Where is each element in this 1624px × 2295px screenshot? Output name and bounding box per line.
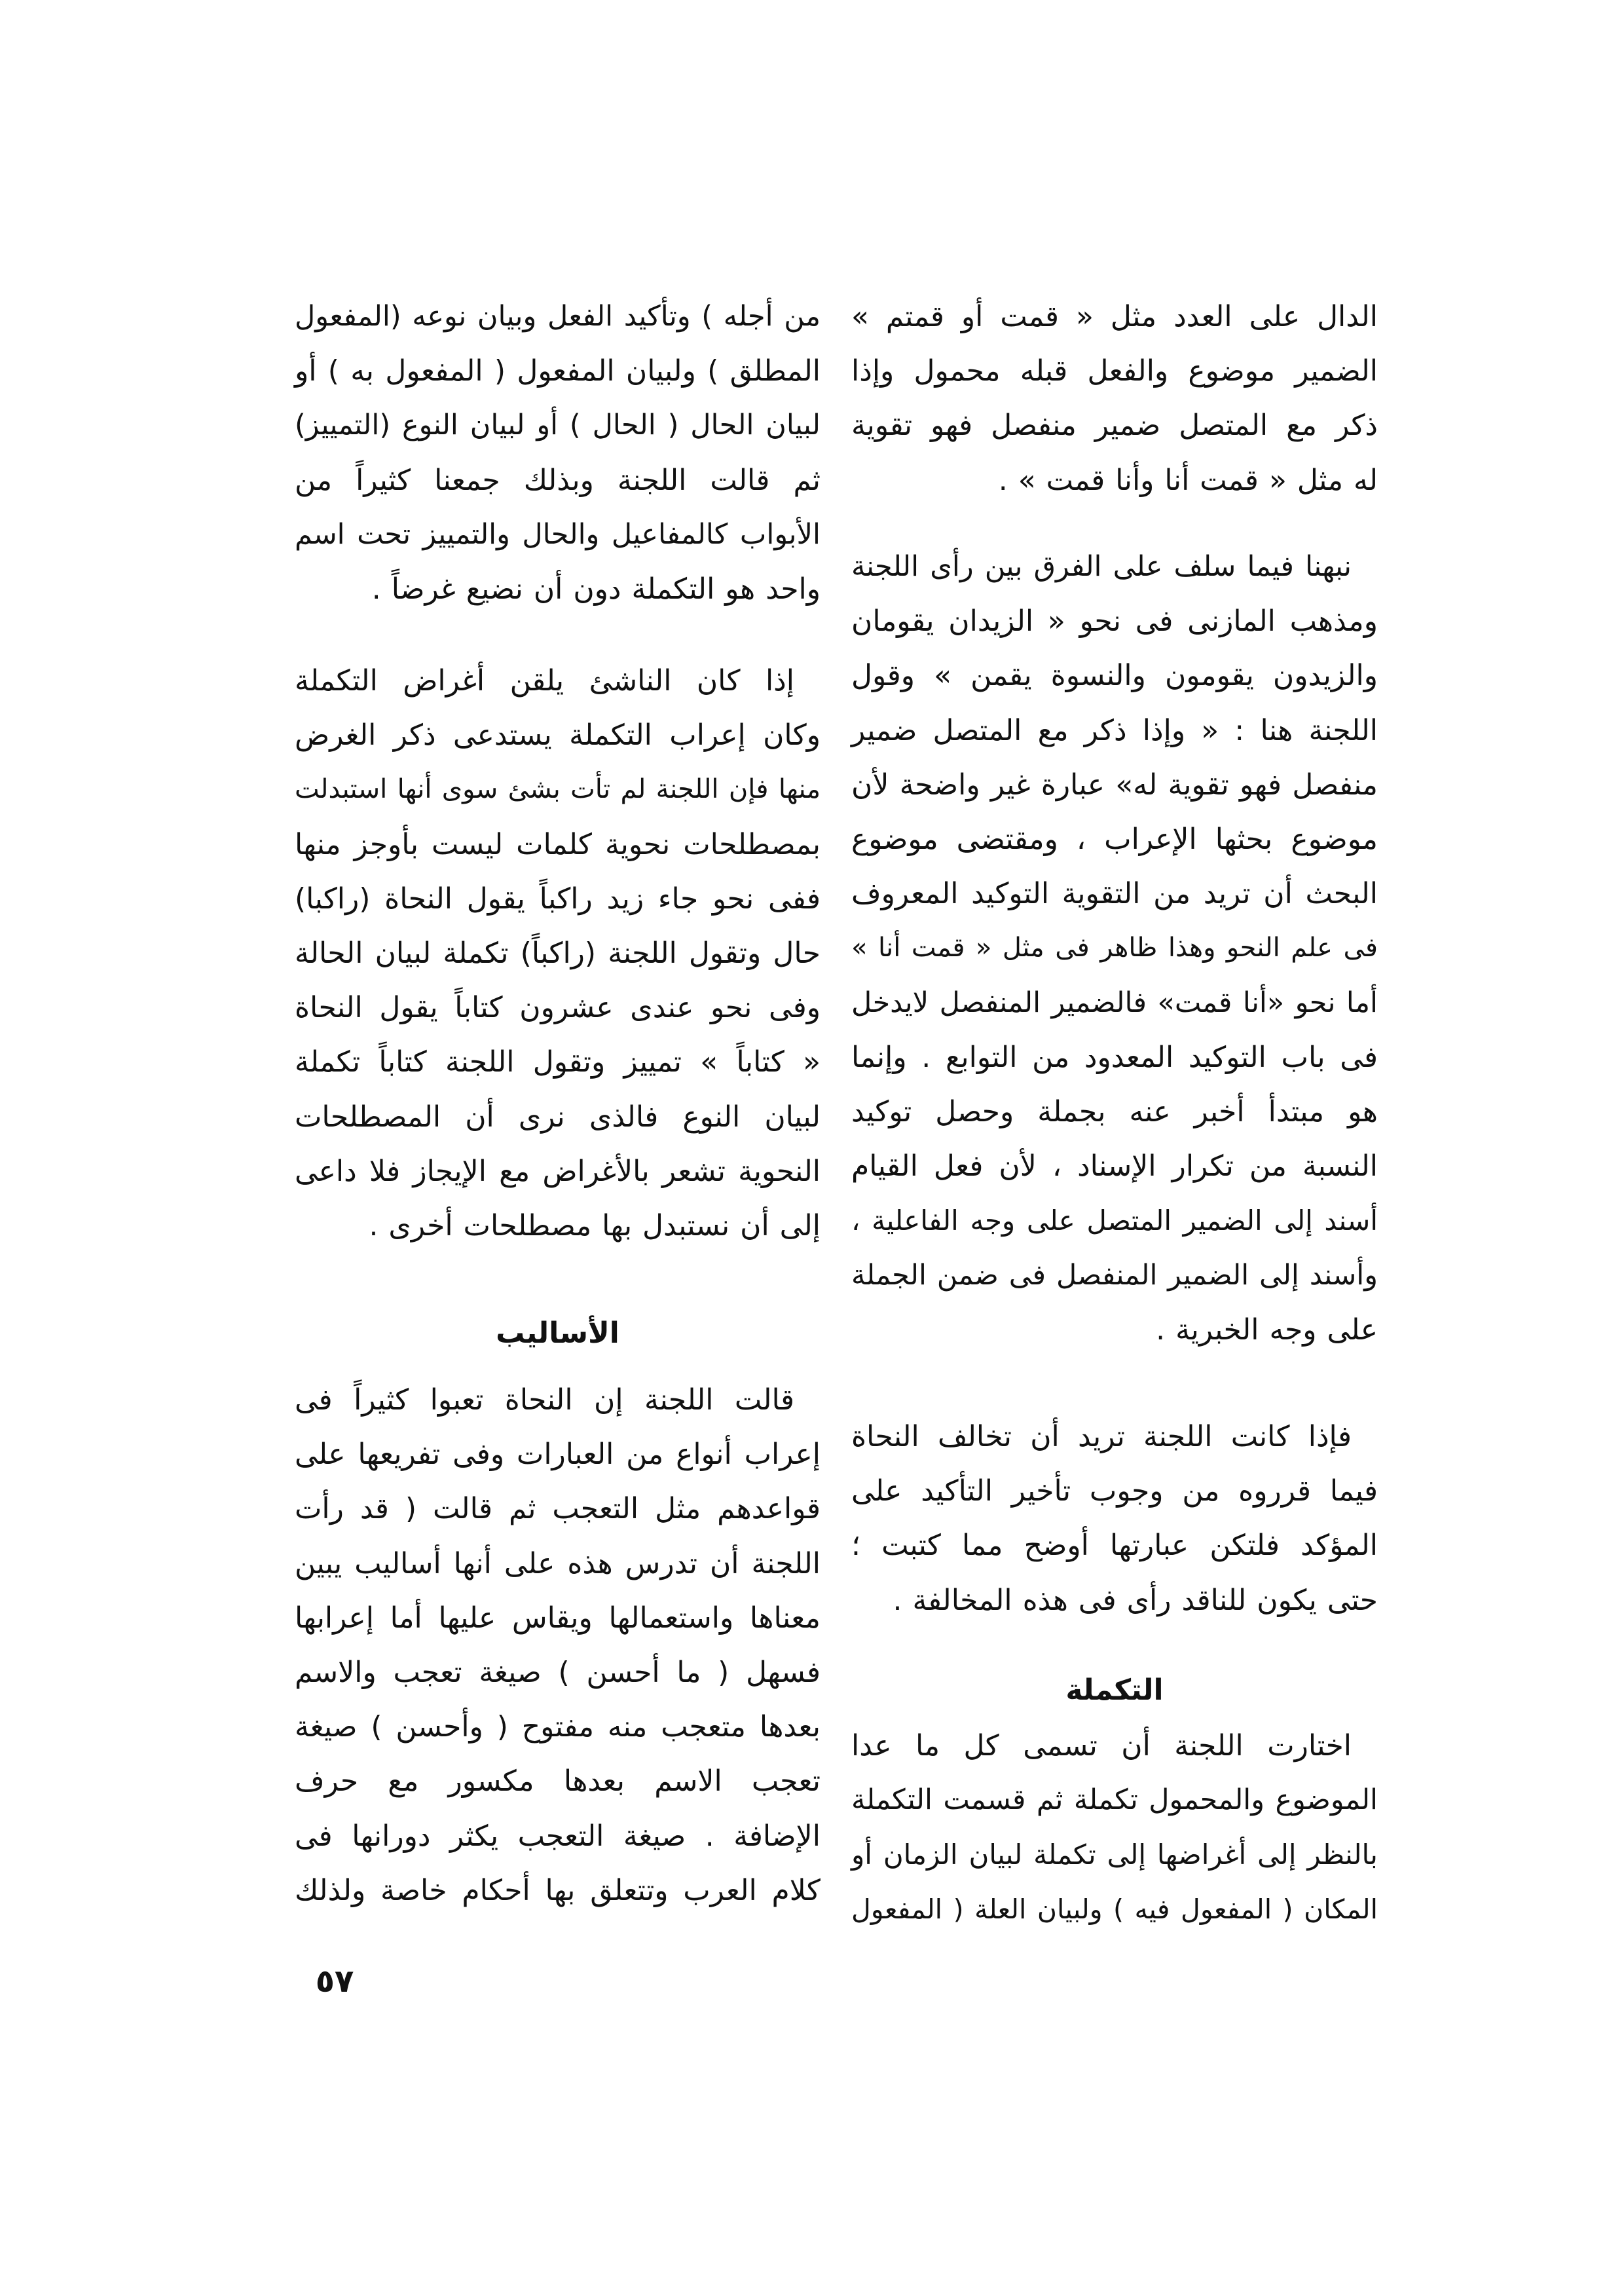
text-line: والزيدون يقومون والنسوة يقمن » وقول (851, 659, 1378, 693)
text-line: واحد هو التكملة دون أن نضيع غرضاً . (371, 572, 821, 606)
text-line: فى باب التوكيد المعدود من التوابع . وإنما (851, 1040, 1378, 1074)
text-line: لبيان النوع فالذى نرى أن المصطلحات (295, 1100, 821, 1134)
text-line: الموضوع والمحمول تكملة ثم قسمت التكملة (851, 1783, 1378, 1817)
text-line: ومذهب المازنى فى نحو « الزيدان يقومان (851, 605, 1378, 639)
text-line: ثم قالت اللجنة وبذلك جمعنا كثيراً من (295, 463, 821, 497)
text-line: قالت اللجنة إن النحاة تعبوا كثيراً فى (295, 1383, 794, 1417)
text-line: حتى يكون للناقد رأى فى هذه المخالفة . (893, 1583, 1378, 1617)
text-line: أما نحو «أنا قمت» فالضمير المنفصل لايدخل (851, 986, 1378, 1019)
text-line: إذا كان الناشئ يلقن أغراض التكملة (295, 664, 794, 698)
paragraph (295, 289, 821, 616)
section-heading: الأساليب (496, 1316, 619, 1350)
text-line: وفى نحو عندى عشرون كتاباً يقول النحاة (295, 991, 821, 1025)
text-line: المؤكد فلتكن عبارتها أوضح مما كتبت ؛ (851, 1529, 1378, 1563)
text-line: الأبواب كالمفاعيل والحال والتمييز تحت اسم (295, 517, 821, 551)
text-line: المكان ( المفعول فيه ) ولبيان العلة ( المفعول (851, 1893, 1378, 1925)
text-line: الإضافة . صيغة التعجب يكثر دورانها فى (295, 1819, 821, 1853)
text-line: لبيان الحال ( الحال ) أو لبيان النوع (التمييز) (295, 409, 821, 442)
paragraph (851, 540, 1378, 1357)
text-line: منفصل فهو تقوية له» عبارة غير واضحة لأن (851, 768, 1378, 802)
text-line: فإذا كانت اللجنة تريد أن تخالف النحاة (851, 1420, 1352, 1453)
text-line: النسبة من تكرار الإسناد ، لأن فعل القيام (851, 1149, 1378, 1184)
text-line: منها فإن اللجنة لم تأت بشئ سوى أنها استبدلت (295, 774, 821, 805)
text-line: نبهنا فيما سلف على الفرق بين رأى اللجنة (851, 550, 1352, 583)
text-line: كلام العرب وتتعلق بها أحكام خاصة ولذلك (295, 1873, 821, 1907)
text-line: بعدها متعجب منه مفتوح ( وأحسن ) صيغة (295, 1710, 821, 1744)
text-line: تعجب الاسم بعدها مكسور مع حرف (295, 1764, 821, 1799)
text-line: الدال على العدد مثل « قمت أو قمتم » (851, 300, 1378, 333)
page-number: ٥٧ (315, 1963, 354, 2000)
text-line: هو مبتدأ أخبر عنه بجملة وحصل توكيد (851, 1095, 1378, 1129)
text-line: من أجله ) وتأكيد الفعل وبيان نوعه (المفعول (295, 300, 821, 333)
text-line: فى علم النحو وهذا ظاهر فى مثل « قمت أنا » (851, 933, 1378, 963)
text-line: إعراب أنواع من العبارات وفى تفريعها على (295, 1438, 821, 1472)
text-line: أسند إلى الضمير المتصل على وجه الفاعلية ، (851, 1204, 1378, 1237)
text-line: اختارت اللجنة أن تسمى كل ما عدا (851, 1729, 1352, 1763)
paragraph (295, 1373, 821, 1918)
section-heading: التكملة (1065, 1673, 1164, 1707)
paragraph (851, 1719, 1378, 1937)
text-line: اللجنة هنا : « وإذا ذكر مع المتصل ضمير (851, 713, 1378, 747)
text-line: وأسند إلى الضمير المنفصل فى ضمن الجملة (851, 1258, 1378, 1292)
column-right (851, 0, 1378, 2295)
text-line: قواعدهم مثل التعجب ثم قالت ( قد رأت (295, 1492, 821, 1526)
text-line: البحث أن تريد من التقوية التوكيد المعروف (851, 877, 1378, 911)
paragraph (295, 654, 821, 1253)
text-line: النحوية تشعر بالأغراض مع الإيجاز فلا داعى (295, 1154, 821, 1188)
column-left (295, 0, 821, 2295)
text-line: « كتاباً » تمييز وتقول اللجنة كتاباً تكملة (295, 1045, 821, 1079)
paragraph (851, 289, 1378, 508)
text-line: وكان إعراب التكملة يستدعى ذكر الغرض (295, 718, 821, 753)
text-line: بمصطلحات نحوية كلمات ليست بأوجز منها (295, 827, 821, 861)
text-line: الضمير موضوع والفعل قبله محمول وإذا (851, 354, 1378, 388)
text-line: إلى أن نستبدل بها مصطلحات أخرى . (369, 1209, 821, 1243)
text-line: فسهل ( ما أحسن ) صيغة تعجب والاسم (295, 1656, 821, 1690)
text-line: حال وتقول اللجنة (راكباً) تكملة لبيان الحالة (295, 937, 821, 971)
text-line: موضوع بحثها الإعراب ، ومقتضى موضوع (851, 823, 1378, 857)
text-line: المطلق ) ولبيان المفعول ( المفعول به ) أو (295, 354, 821, 388)
text-line: اللجنة أن تدرس هذه على أنها أساليب يبين (295, 1546, 821, 1580)
paragraph (851, 1409, 1378, 1628)
text-line: ففى نحو جاء زيد راكباً يقول النحاة (راكبا) (295, 882, 821, 916)
text-line: فيما قرروه من وجوب تأخير التأكيد على (851, 1474, 1378, 1508)
text-line: معناها واستعمالها ويقاس عليها أما إعرابها (295, 1601, 821, 1635)
text-line: بالنظر إلى أغراضها إلى تكملة لبيان الزمان أو (851, 1838, 1378, 1871)
text-line: له مثل « قمت أنا وأنا قمت » . (998, 463, 1378, 497)
text-line: على وجه الخبرية . (1156, 1313, 1378, 1347)
text-line: ذكر مع المتصل ضمير منفصل فهو تقوية (851, 409, 1378, 443)
